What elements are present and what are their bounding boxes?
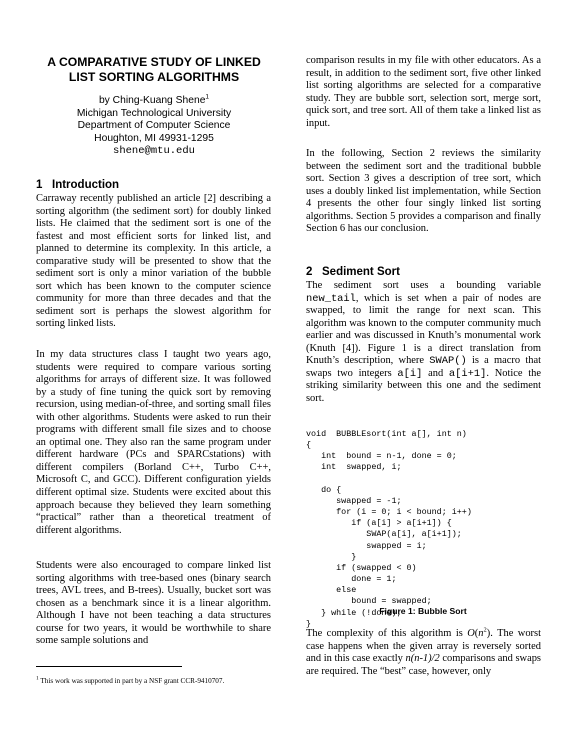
- big-o: O: [467, 628, 475, 639]
- complexity-text-1: The complexity of this algorithm is: [306, 628, 468, 639]
- footnote-text: This work was supported in part by a NSF grant CCR-9410707.: [40, 677, 225, 685]
- affiliation-1: Michigan Technological University: [76, 107, 232, 119]
- s2-text-e: . Notice the striking similarity between this one and the sediment sort.: [306, 367, 541, 404]
- footnote-rule: [36, 666, 182, 667]
- author-block: [32, 95, 276, 158]
- complexity-n: n: [478, 628, 484, 639]
- complexity-text-4: comparisons and swaps are required. The “best” case, however, only: [306, 653, 541, 677]
- section-2-paragraph: [306, 280, 541, 405]
- section-1-paragraph-1: Carraway recently published an article [2] describing a sorting algorithm (the sediment sort) for doubly linked lists. He claimed that the sediment sort is one of the fastest and most efficient sorts for linked list, and planned to determine its complexity. In this article, a comparative study will be presented to show that the sediment sort is only a minor variation of the bubble sort which has been known to the computer science community for more than three decades and that the sediment sort is perhaps the slowest algorithm for sorting linked lists.: [36, 193, 271, 330]
- arg-a-i: a[i]: [397, 367, 423, 380]
- section-2-number: 2: [306, 266, 313, 278]
- s2-text-c: is a macro that swaps two integers: [306, 355, 542, 379]
- title-line-1: A COMPARATIVE STUDY OF LINKED: [47, 55, 261, 69]
- s2-text-b: , which is set when a pair of nodes are swapped, to limit the range for next scan. This algorithm was known to the computer community much earlier and was discussed in Knuth’s monumental work (Knuth [4]). Figure 1 is a direct translation from Knuth’s description, where: [306, 292, 541, 367]
- complexity-paren: (: [474, 628, 479, 639]
- section-1-number: 1: [36, 179, 43, 191]
- affiliation-2: Department of Computer Science: [77, 120, 231, 131]
- footnote: [36, 677, 286, 686]
- complexity-text-3: ). The worst case happens when the given array is reversely sorted and in this case exactly: [306, 628, 541, 665]
- title-line-2: LIST SORTING ALGORITHMS: [68, 70, 240, 84]
- author-email: shene@mtu.edu: [113, 145, 195, 157]
- footnote-mark: 1: [36, 675, 39, 682]
- section-2-heading: [306, 265, 400, 279]
- section-1-heading: [36, 178, 119, 192]
- bubble-sort-code-listing: void BUBBLEsort(int a[], int n) { int bound = n-1, done = 0; int swapped, i; do { swapped = -1; for (i = 0; i < bound; i++) if (a[i] > a[i+1]) { SWAP(a[i], a[i+1]); swapped = i; } if (swapped < 0) done = 1; else bound = swapped; } while (!done); }: [306, 429, 472, 629]
- author-address: Houghton, MI 49931-1295: [94, 132, 214, 144]
- s2-text-d: and: [428, 367, 444, 379]
- complexity-formula: n(n-1)/2: [405, 653, 440, 665]
- complexity-exponent: 2: [483, 626, 487, 634]
- complexity-paragraph: [306, 628, 541, 678]
- section-1-title: Introduction: [52, 179, 120, 191]
- variable-new-tail: new_tail: [306, 292, 356, 305]
- paper-title: [32, 55, 276, 85]
- figure-1-caption: Figure 1: Bubble Sort: [379, 606, 467, 616]
- s2-text-a: The sediment sort uses a bounding variable: [306, 280, 541, 291]
- author-footnote-mark: 1: [205, 93, 210, 101]
- author-name: [32, 95, 276, 108]
- column-2-paragraph-1: comparison results in my file with other educators. As a result, in addition to the sediment sort, five other linked list sorting algorithms are selected for a comparative study. They are bubble sort, selection sort, merge sort, quick sort, and tree sort. All of them take a linked list as input.: [306, 55, 541, 129]
- macro-swap: SWAP(): [429, 355, 467, 368]
- section-1-paragraph-2: In my data structures class I taught two years ago, students were required to compare various sorting algorithms for arrays of different size. It was followed by a study of fine tuning the quick sort by removing recursion, using median-of-three, and sorting small files with other algorithms. Students were asked to run their programs with different small file sizes and to choose an optimal one. They also ran the same program under different hardware (PCs and SPARCstations) with different compilers (Borland C++, Turbo C++, Microsoft C, and GCC). Different configuration yields different optimal size. Students were excited about this approach because they believed they learn something “practical” rather than a theoretical treatment of different algorithms.: [36, 349, 271, 536]
- author-name-text: by Ching-Kuang Shene: [98, 95, 206, 106]
- section-1-paragraph-3: Students were also encouraged to compare linked list sorting algorithms with tree-based ones (binary search trees, AVL trees, and B-trees). Usually, bucket sort was chosen as a benchmark since it is a linear algorithm. Although I have not been teaching a data structures course for two years, it would be worthwhile to share some sample solutions and: [36, 560, 271, 647]
- arg-a-i-plus-1: a[i+1]: [448, 367, 487, 380]
- section-2-title: Sediment Sort: [322, 266, 400, 278]
- column-2-paragraph-2: In the following, Section 2 reviews the similarity between the sediment sort and the traditional bubble sort. Section 3 gives a description of tree sort, which uses a doubly linked list implementation, while Section 4 presents the other four singly linked list sorting algorithms. Section 5 provides a comparison and finally Section 6 has our conclusion.: [306, 148, 541, 235]
